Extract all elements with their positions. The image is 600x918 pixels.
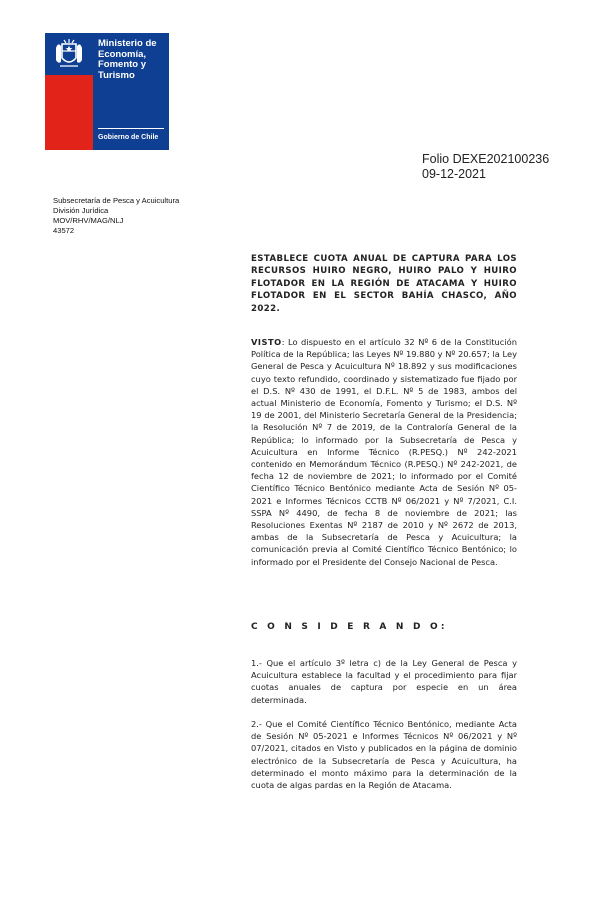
government-logo (45, 33, 169, 150)
ministry-line: Ministerio de (98, 38, 157, 49)
considerando-heading: C O N S I D E R A N D O: (251, 622, 448, 632)
coat-of-arms-icon (52, 38, 86, 70)
folio-date: 09-12-2021 (422, 167, 486, 181)
folio-number: Folio DEXE202100236 (422, 152, 550, 166)
visto-paragraph (251, 336, 517, 568)
logo-divider (98, 128, 164, 129)
sender-line: Subsecretaría de Pesca y Acuicultura (53, 196, 180, 205)
resolution-title: ESTABLECE CUOTA ANUAL DE CAPTURA PARA LOS RECURSOS HUIRO NEGRO, HUIRO PALO Y HUIRO FLOTADOR EN LA REGIÓN DE ATACAMA Y HUIRO FLOTADOR EN EL SECTOR BAHÍA CHASCO, AÑO 2022. (251, 254, 517, 314)
government-label: Gobierno de Chile (98, 134, 159, 141)
folio-block (422, 152, 549, 182)
ministry-line: Economía, (98, 48, 147, 60)
ministry-line: Turismo (98, 69, 135, 81)
ministry-line: Fomento y (98, 59, 147, 70)
visto-text: : Lo dispuesto en el artículo 32 Nº 6 de la Constitución Política de la República; las Leyes Nº 19.880 y Nº 20.657; la Ley General de Pesca y Acuicultura Nº 18.892 y sus modificaciones cuyo texto refundido, coordinado y sistematizado fue fijado por el D.S. Nº 430 de 1991, el D.F.L. Nº 5 de 1983, ambos del actual Ministerio de Economía, Fomento y Turismo; el D.S. Nº 19 de 2001, del Ministerio Secretaría General de la Presidencia; la Resolución Nº 7 de 2019, de la Contraloría General de la República; lo informado por la Subsecretaría de Pesca y Acuicultura en Informe Técnico (R.PESQ.) Nº 242-2021 contenido en Memorándum Técnico (R.PESQ.) Nº 242-2021, de fecha 12 de noviembre de 2021; lo informado por el Comité Científico Técnico Bentónico mediante Acta de Sesión Nº 05-2021 e Informes Técnicos CCTB Nº 06/2021 y Nº 7/2021, C.I. SSPA Nº 4490, de fecha 8 de noviembre de 2021; las Resoluciones Exentas Nº 2187 de 2010 y Nº 2672 de 2013, ambas de la Subsecretaría de Pesca y Acuicultura; la comunicación previa al Comité Científico Técnico Bentónico; lo informado por el Presidente del Consejo Nacional de Pesca. (251, 337, 517, 567)
sender-block (53, 196, 179, 236)
coat-of-arms-area (45, 33, 93, 75)
red-stripe (45, 75, 93, 150)
considerando-paragraph-1: 1.- Que el artículo 3º letra c) de la Ley General de Pesca y Acuicultura establece la facultad y el procedimiento para fijar cuotas anuales de captura por especie en un área determinada. (251, 658, 517, 705)
visto-label: VISTO (251, 337, 282, 347)
sender-line: 43572 (53, 226, 75, 235)
sender-line: División Jurídica (53, 206, 109, 215)
flag-stripe (45, 33, 93, 150)
sender-line: MOV/RHV/MAG/NLJ (53, 216, 124, 225)
considerando-paragraph-2: 2.- Que el Comité Científico Técnico Bentónico, mediante Acta de Sesión Nº 05-2021 e Informes Técnicos Nº 06/2021 y Nº 07/2021, citados en Visto y publicados en la página de dominio electrónico de la Subsecretaría de Pesca y Acuicultura, ha determinado el monto máximo para la determinación de la cuota de algas pardas en la Región de Atacama. (251, 719, 517, 791)
ministry-name (98, 39, 157, 81)
ministry-panel (93, 33, 169, 150)
